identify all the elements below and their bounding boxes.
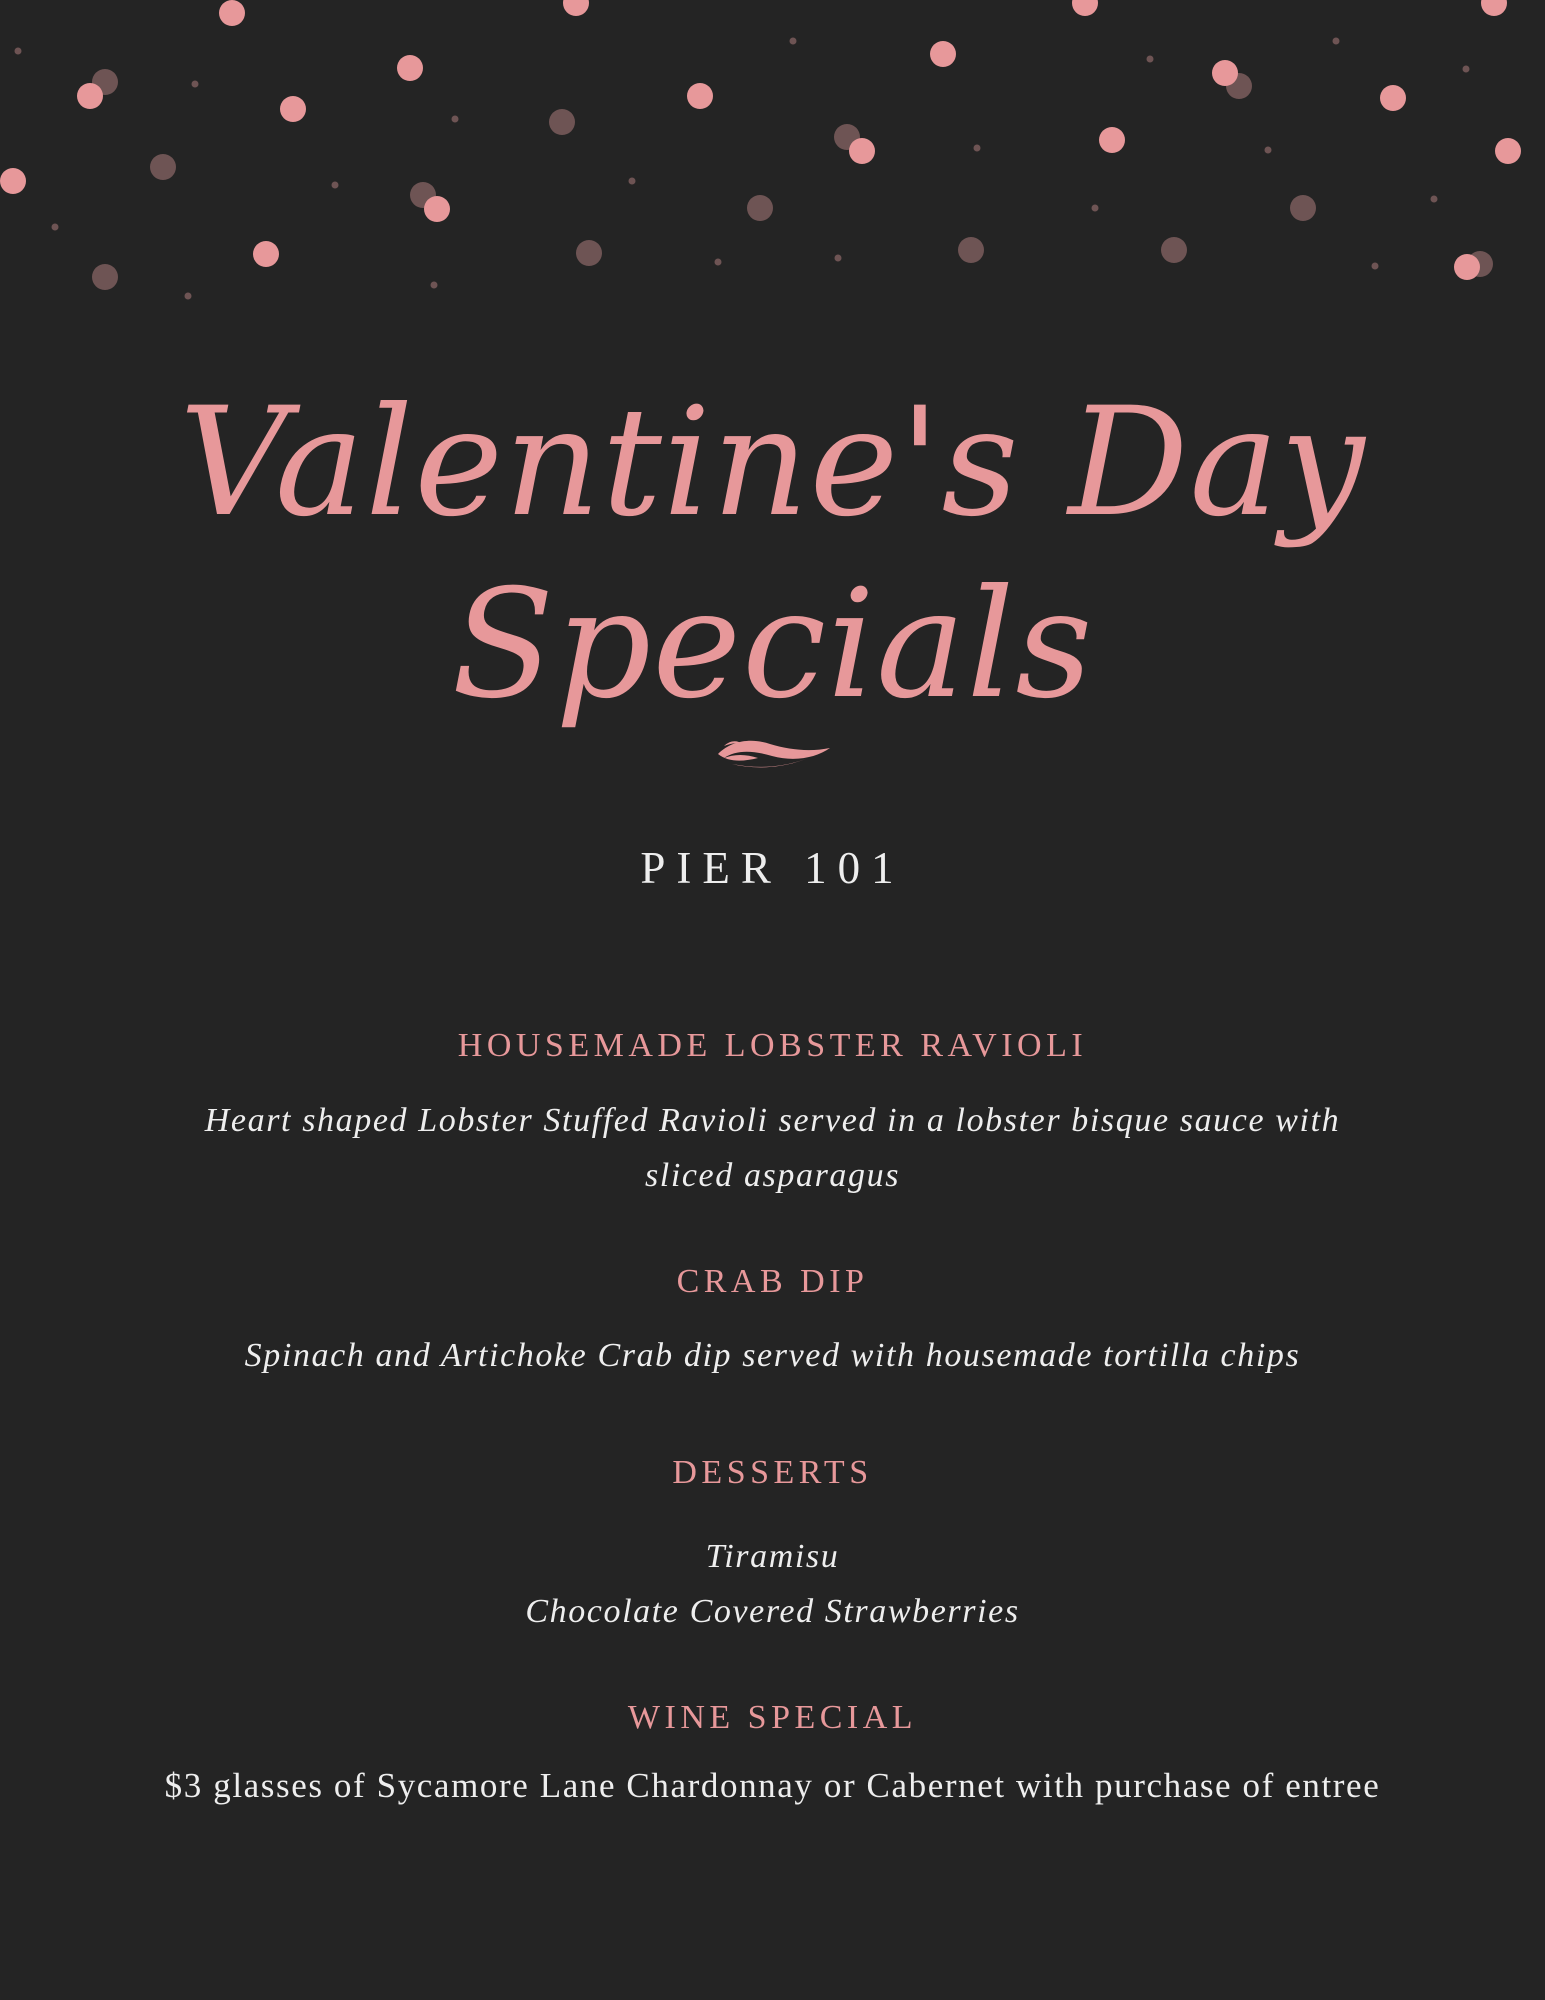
flourish-ornament — [712, 732, 836, 772]
lobster-ravioli-description-line-1: Heart shaped Lobster Stuffed Ravioli served in a lobster bisque sauce with — [204, 1102, 1341, 1139]
dessert-item-tiramisu: Tiramisu — [705, 1538, 840, 1575]
dessert-item-chocolate-strawberries: Chocolate Covered Strawberries — [525, 1593, 1020, 1630]
section-heading-desserts: DESSERTS — [672, 1454, 873, 1491]
restaurant-name: PIER 101 — [640, 843, 905, 893]
title-line-2: Specials — [451, 558, 1094, 732]
crab-dip-description: Spinach and Artichoke Crab dip served with housemade tortilla chips — [244, 1337, 1301, 1374]
wine-special-description: $3 glasses of Sycamore Lane Chardonnay or Cabernet with purchase of entree — [164, 1766, 1381, 1805]
confetti-decoration — [0, 0, 1545, 320]
section-heading-wine-special: WINE SPECIAL — [627, 1699, 918, 1736]
section-heading-crab-dip: CRAB DIP — [676, 1263, 869, 1300]
lobster-ravioli-description-line-2: sliced asparagus — [644, 1157, 901, 1194]
title-line-1: Valentine's Day — [179, 376, 1366, 550]
section-heading-lobster-ravioli: HOUSEMADE LOBSTER RAVIOLI — [457, 1027, 1088, 1064]
